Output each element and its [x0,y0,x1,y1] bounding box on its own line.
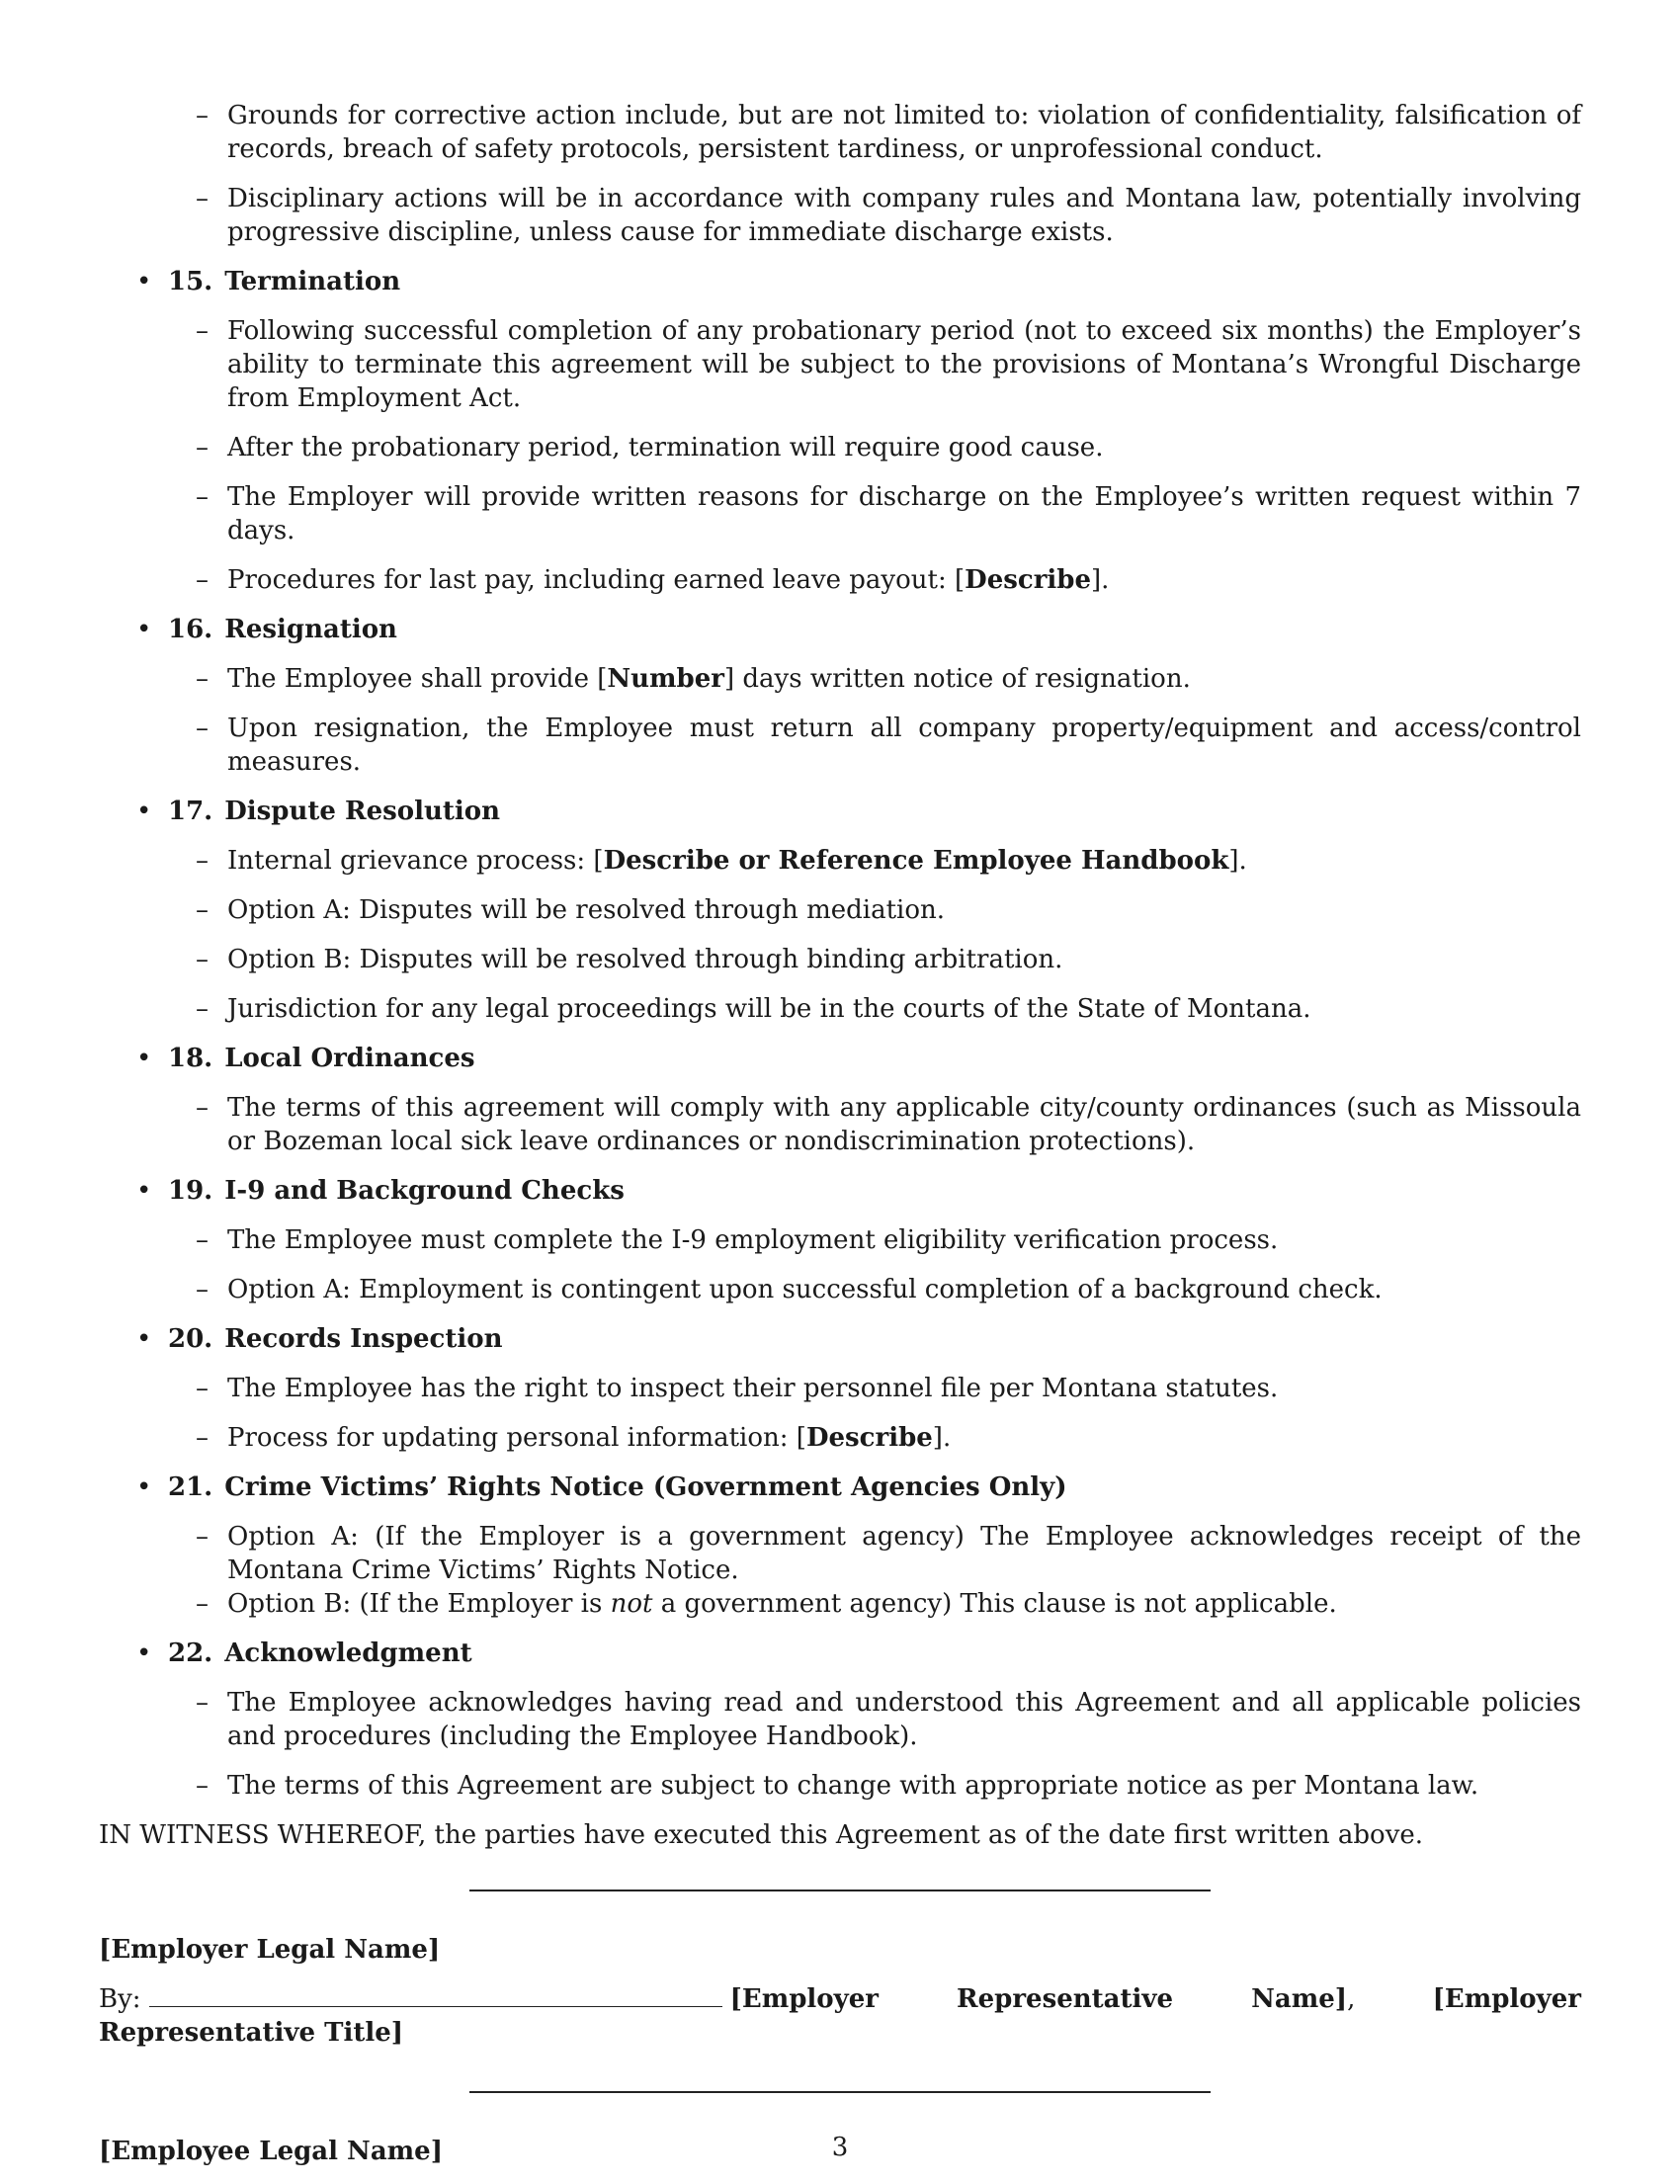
employee-legal-name: [Employee Legal Name] [99,2137,444,2166]
list-item: – The Employee must complete the I-9 employment eligibility verification process. [196,1225,1279,1255]
list-item: – Disciplinary actions will be in accordance with company rules and Montana law, potentially involving progressive discipline, unless cause for immediate discharge exists. [196,184,1581,247]
representative-signature-field [149,1984,722,2007]
list-item: – Internal grievance process: [Describe or Reference Employee Handbook]. [196,846,1247,876]
witness-clause: IN WITNESS WHEREOF, the parties have executed this Agreement as of the date first written above. [99,1820,1424,1850]
list-item: – Option A: Employment is contingent upon successful completion of a background check. [196,1275,1383,1304]
list-item: – The Employee acknowledges having read and understood this Agreement and all applicable policies and procedures (including the Employee Handbook). [196,1688,1581,1751]
list-item: – Upon resignation, the Employee must return all company property/equipment and access/control measures. [196,714,1581,777]
list-item: – The terms of this agreement will comply with any applicable city/county ordinances (such as Missoula or Bozeman local sick leave ordinances or nondiscrimination protections). [196,1093,1581,1156]
employer-representative-line: By: [Employer Representative Name], [Employer Representative Title] [99,1984,1581,2048]
list-item: – After the probationary period, termination will require good cause. [196,433,1104,462]
document-body [99,99,1581,2184]
section-heading-i9-background-checks: • 19. I-9 and Background Checks [136,1176,625,1206]
list-item: – Grounds for corrective action include, but are not limited to: violation of confidentiality, falsification of records, breach of safety protocols, persistent tardiness, or unprofessional conduct. [196,101,1581,164]
section-heading-local-ordinances: • 18. Local Ordinances [136,1044,475,1073]
section-heading-acknowledgment: • 22. Acknowledgment [136,1638,472,1668]
page-number: 3 [831,2133,849,2162]
employer-legal-name: [Employer Legal Name] [99,1935,441,1965]
employer-signature-line [99,1882,1581,1921]
section-heading-dispute-resolution: • 17. Dispute Resolution [136,797,501,826]
list-item: – Option A: Disputes will be resolved through mediation. [196,895,945,925]
section-heading-records-inspection: • 20. Records Inspection [136,1324,503,1354]
list-item: – The Employee shall provide [Number] days written notice of resignation. [196,664,1191,694]
list-item: – Procedures for last pay, including earned leave payout: [Describe]. [196,565,1110,595]
list-item: – The terms of this Agreement are subject to change with appropriate notice as per Montana law. [196,1771,1479,1801]
section-heading-resignation: • 16. Resignation [136,615,397,644]
section-heading-crime-victims-rights: • 21. Crime Victims’ Rights Notice (Government Agencies Only) [136,1472,1067,1502]
employee-signature-line [99,2083,1581,2123]
section-heading-termination: • 15. Termination [136,267,401,296]
list-item: – Following successful completion of any probationary period (not to exceed six months) the Employer’s ability to terminate this agreement will be subject to the provisions of Montana’s Wrongful Discharge from Employment Act. [196,316,1581,413]
list-item: – Option B: (If the Employer is not a government agency) This clause is not applicable. [196,1589,1337,1619]
list-item: – Option B: Disputes will be resolved through binding arbitration. [196,945,1063,974]
list-item: – The Employee has the right to inspect their personnel file per Montana statutes. [196,1374,1279,1403]
list-item: – Option A: (If the Employer is a government agency) The Employee acknowledges receipt of the Montana Crime Victims’ Rights Notice. [196,1522,1581,1585]
list-item: – Process for updating personal information: [Describe]. [196,1423,952,1453]
list-item: – The Employer will provide written reasons for discharge on the Employee’s written request within 7 days. [196,482,1581,546]
list-item: – Jurisdiction for any legal proceedings will be in the courts of the State of Montana. [196,994,1311,1024]
